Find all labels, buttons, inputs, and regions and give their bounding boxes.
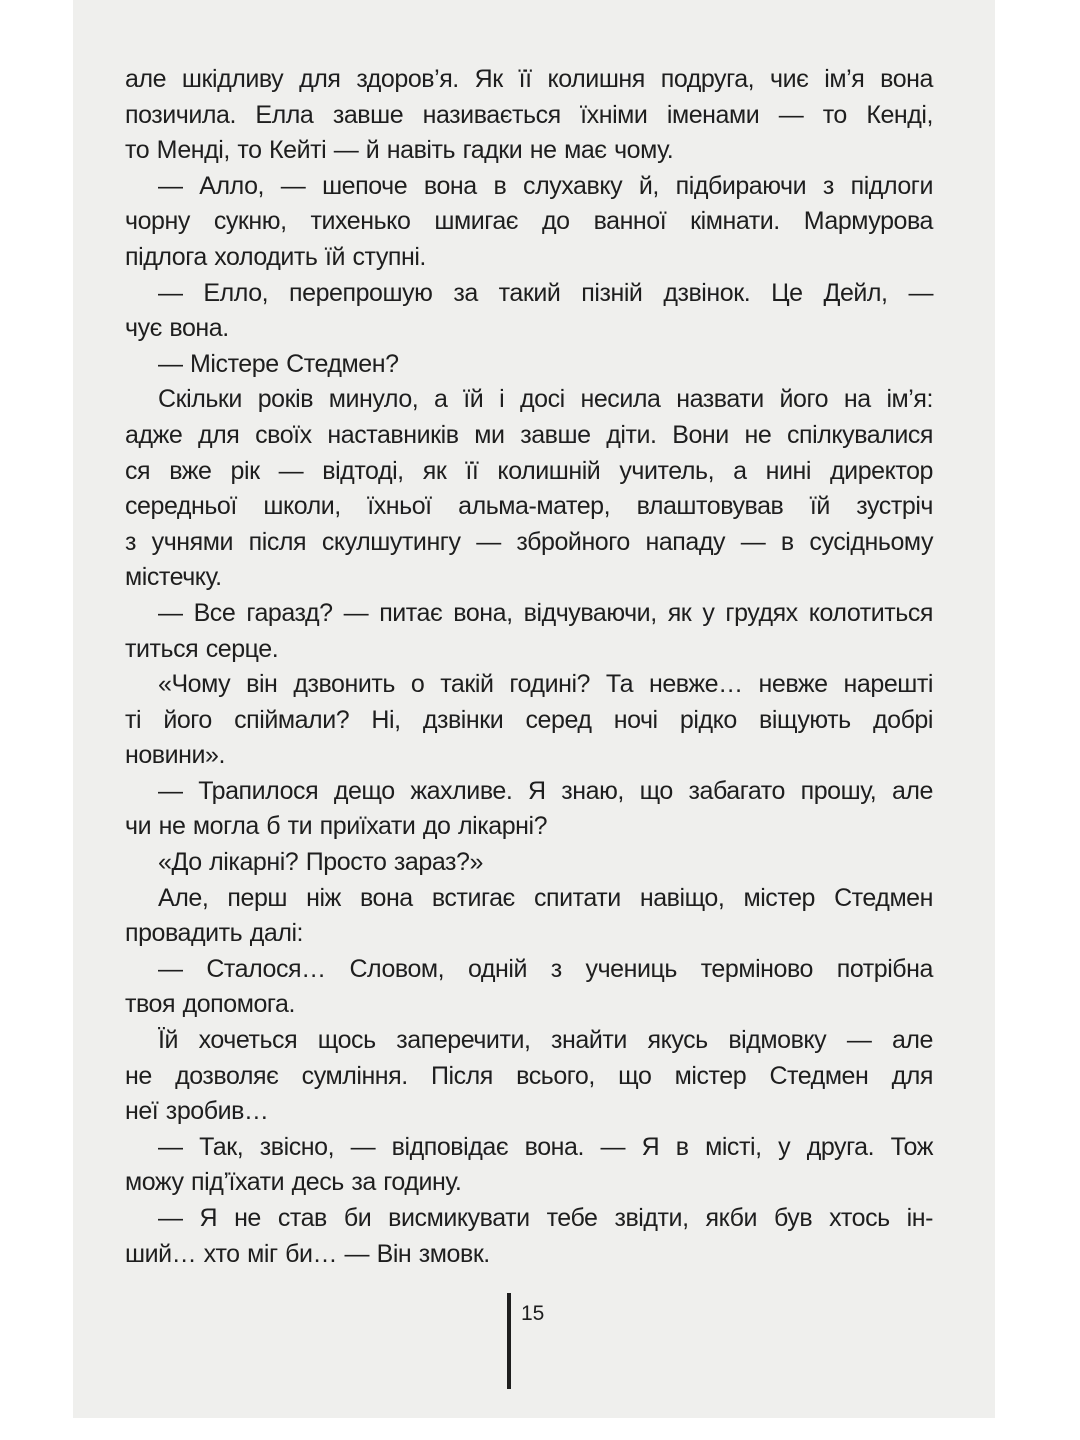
text-line: Їй хочеться щось заперечити, знайти якусь відмовку — але xyxy=(158,1026,933,1055)
text-line: чи не могла б ти приїхати до лікарні? xyxy=(125,812,548,841)
text-line: ті його спіймали? Ні, дзвінки серед ночі рідко віщують добрі xyxy=(125,705,933,734)
text-line: можу під’їхати десь за годину. xyxy=(125,1168,462,1197)
text-line: — Елло, перепрошую за такий пізній дзвінок. Це Дейл, — xyxy=(158,278,933,307)
text-line: але шкідливу для здоров’я. Як її колишня подруга, чиє ім’я вона xyxy=(125,65,933,93)
text-line: то Менді, то Кейті — й навіть гадки не має чому. xyxy=(125,136,674,165)
text-line: містечку. xyxy=(125,563,222,592)
text-line: чорну сукню, тихенько шмигає до ванної кімнати. Мармурова xyxy=(125,207,933,236)
text-line: позичила. Елла завше називається їхніми іменами — то Кенді, xyxy=(125,100,933,129)
text-line: «Чому він дзвонить о такій годині? Та невже… невже нарешті xyxy=(158,670,933,699)
body-text xyxy=(125,62,933,1272)
text-line: — Трапилося дещо жахливе. Я знаю, що забагато прошу, але xyxy=(158,776,933,805)
text-line: — Сталося… Словом, одній з учениць терміново потрібна xyxy=(158,954,933,983)
text-line: неї зробив… xyxy=(125,1097,269,1126)
text-line: адже для своїх наставників ми завше діти. Вони не спілкувалися xyxy=(125,420,933,449)
text-line: ся вже рік — відтоді, як її колишній учитель, а нині директор xyxy=(125,456,933,485)
text-line: провадить далі: xyxy=(125,919,304,948)
text-line: — Містере Стедмен? xyxy=(158,349,399,378)
text-line: — Все гаразд? — питає вона, відчуваючи, як у грудях колотиться xyxy=(158,598,933,627)
text-line: підлога холодить їй ступні. xyxy=(125,242,426,271)
text-line: «До лікарні? Просто зараз?» xyxy=(158,848,483,877)
text-line: Скільки років минуло, а їй і досі несила назвати його на ім’я: xyxy=(158,385,933,414)
text-line: чує вона. xyxy=(125,314,229,343)
folio-rule xyxy=(507,1293,511,1389)
page-number: 15 xyxy=(521,1302,545,1325)
text-line: не дозволяє сумління. Після всього, що містер Стедмен для xyxy=(125,1061,933,1090)
text-line: — Я не став би висмикувати тебе звідти, якби був хтось ін- xyxy=(158,1204,933,1232)
text-line: ший… хто міг би… — Він змовк. xyxy=(125,1239,490,1268)
text-line: Але, перш ніж вона встигає спитати навіщо, містер Стедмен xyxy=(158,883,933,912)
text-line: новини». xyxy=(125,741,225,770)
text-line: твоя допомога. xyxy=(125,990,295,1019)
text-line: середньої школи, їхньої альма-матер, влаштовував їй зустріч xyxy=(125,492,933,521)
text-line: — Так, звісно, — відповідає вона. — Я в місті, у друга. Тож xyxy=(158,1132,933,1161)
text-line: титься серце. xyxy=(125,634,279,663)
text-line: з учнями після скулшутингу — збройного нападу — в сусідньому xyxy=(125,527,933,556)
text-line: — Алло, — шепоче вона в слухавку й, підбираючи з підлоги xyxy=(158,171,933,200)
book-page xyxy=(73,0,995,1418)
